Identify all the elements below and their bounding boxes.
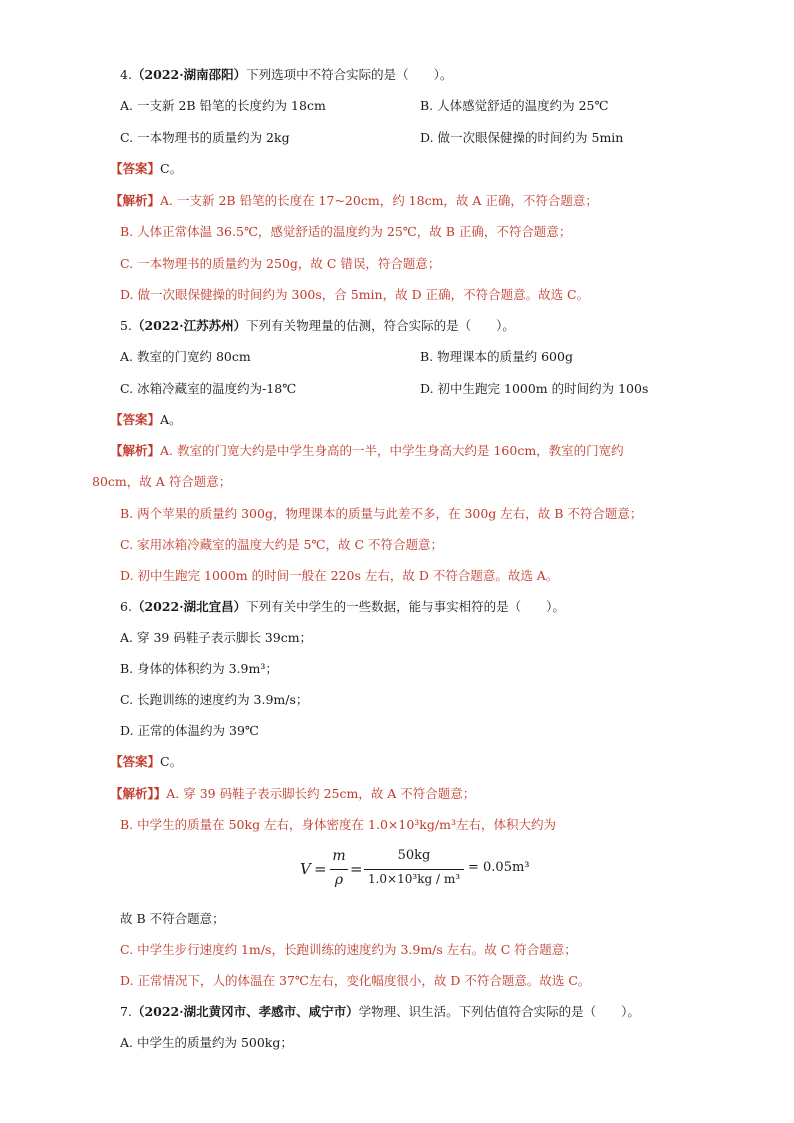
question-4-header	[120, 66, 452, 84]
question-source: （2022·湖南邵阳）	[131, 67, 247, 82]
fraction-bar	[364, 869, 464, 870]
answer-label: 【答案】	[110, 412, 161, 427]
question-stem: 下列选项中不符合实际的是（ ）。	[246, 67, 453, 82]
question-source: （2022·湖北宜昌）	[131, 599, 247, 614]
q5-option-b: B. 物理课本的质量约 600g	[420, 349, 573, 364]
q4-answer	[110, 160, 182, 178]
analysis-text: A. 穿 39 码鞋子表示脚长约 25cm，故 A 不符合题意；	[166, 786, 476, 801]
q4-analysis-4: D. 做一次眼保健操的时间约为 300s，合 5min，故 D 正确，不符合题意。故选 C。	[120, 287, 590, 302]
q5-analysis-4: C. 家用冰箱冷藏室的温度大约是 5℃，故 C 不符合题意；	[120, 537, 443, 552]
q5-analysis-1	[110, 442, 624, 460]
question-5-header	[120, 317, 515, 335]
question-source: （2022·江苏苏州）	[131, 318, 247, 333]
q6-option-b: B. 身体的体积约为 3.9m³；	[120, 661, 278, 676]
formula-equals: =	[314, 860, 327, 878]
q7-option-a: A. 中学生的质量约为 500kg；	[120, 1035, 293, 1050]
analysis-text: A. 教室的门宽大约是中学生身高的一半，中学生身高大约是 160cm，教室的门宽约	[160, 443, 624, 458]
q6-analysis-1	[110, 785, 475, 803]
question-number: 5.	[120, 318, 132, 333]
q6-option-d: D. 正常的体温约为 39℃	[120, 723, 259, 738]
formula-result: = 0.05m³	[468, 860, 530, 875]
fraction-bar	[330, 869, 348, 870]
answer-value: C。	[160, 754, 183, 769]
q5-analysis-3: B. 两个苹果的质量约 300g，物理课本的质量与此差不多，在 300g 左右，故 B 不符合题意；	[120, 506, 643, 521]
question-number: 4.	[120, 67, 132, 82]
analysis-label: 【解析】	[110, 443, 161, 458]
question-stem: 学物理、识生活。下列估值符合实际的是（ ）。	[358, 1004, 640, 1019]
answer-label: 【答案】	[110, 754, 161, 769]
q5-option-c: C. 冰箱冷藏室的温度约为-18℃	[120, 381, 297, 396]
q4-option-c: C. 一本物理书的质量约为 2kg	[120, 130, 290, 145]
formula-equals-2: =	[350, 860, 363, 878]
formula-num1: m	[332, 848, 346, 864]
q6-analysis-4: C. 中学生步行速度约 1m/s，长跑训练的速度约为 3.9m/s 左右。故 C 符合题意；	[120, 942, 577, 957]
question-7-header	[120, 1003, 640, 1021]
q6-option-a: A. 穿 39 码鞋子表示脚长 39cm；	[120, 630, 313, 645]
analysis-text: A. 一支新 2B 铅笔的长度在 17~20cm，约 18cm，故 A 正确，不符合题意；	[160, 193, 598, 208]
formula-lhs: V	[300, 860, 311, 878]
answer-value: A。	[160, 412, 182, 427]
q4-analysis-1	[110, 192, 598, 210]
answer-label: 【答案】	[110, 161, 161, 176]
question-6-header	[120, 598, 565, 616]
analysis-label: 【解析】】	[110, 786, 167, 801]
question-number: 7.	[120, 1004, 132, 1019]
question-stem: 下列有关中学生的一些数据，能与事实相符的是（ ）。	[246, 599, 565, 614]
q6-analysis-5: D. 正常情况下，人的体温在 37℃左右，变化幅度很小，故 D 不符合题意。故选 C。	[120, 973, 591, 988]
question-number: 6.	[120, 599, 132, 614]
analysis-label: 【解析】	[110, 193, 161, 208]
question-source: （2022·湖北黄冈市、孝感市、咸宁市）	[131, 1004, 359, 1019]
q4-analysis-2: B. 人体正常体温 36.5℃，感觉舒适的温度约为 25℃，故 B 正确，不符合题意；	[120, 224, 572, 239]
q4-option-d: D. 做一次眼保健操的时间约为 5min	[420, 130, 624, 145]
q6-answer	[110, 753, 182, 771]
question-stem: 下列有关物理量的估测，符合实际的是（ ）。	[246, 318, 515, 333]
q4-option-a: A. 一支新 2B 铅笔的长度约为 18cm	[120, 98, 326, 113]
formula-num2: 50kg	[397, 848, 431, 863]
q6-analysis-3: 故 B 不符合题意；	[120, 911, 225, 926]
q4-option-b: B. 人体感觉舒适的温度约为 25℃	[420, 98, 609, 113]
q6-analysis-2: B. 中学生的质量在 50kg 左右，身体密度在 1.0×10³kg/m³左右，体积大约为	[120, 817, 556, 832]
q4-analysis-3: C. 一本物理书的质量约为 250g，故 C 错误，符合题意；	[120, 256, 441, 271]
q5-answer	[110, 411, 182, 429]
q5-analysis-5: D. 初中生跑完 1000m 的时间一般在 220s 左右，故 D 不符合题意。故选 A。	[120, 568, 559, 583]
q5-option-a: A. 教室的门宽约 80cm	[120, 349, 251, 364]
q5-option-d: D. 初中生跑完 1000m 的时间约为 100s	[420, 381, 649, 396]
q5-analysis-2: 80cm，故 A 符合题意；	[92, 474, 232, 489]
q6-option-c: C. 长跑训练的速度约为 3.9m/s；	[120, 692, 309, 707]
formula-den1: ρ	[334, 872, 344, 888]
formula-den2: 1.0×10³kg / m³	[367, 872, 461, 886]
answer-value: C。	[160, 161, 183, 176]
volume-formula	[300, 848, 540, 894]
